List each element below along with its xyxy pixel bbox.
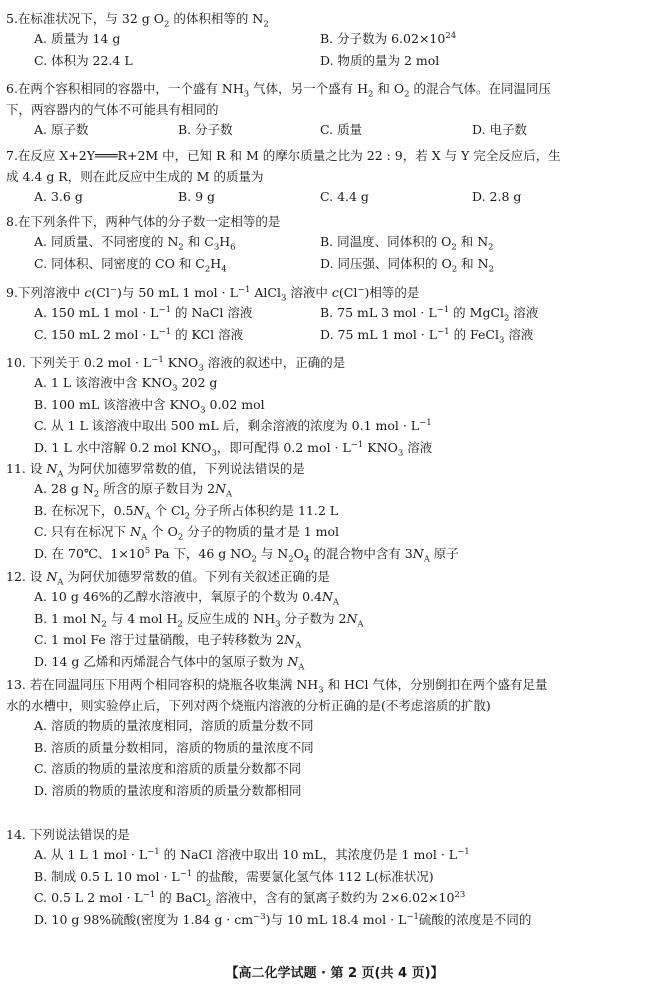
option-C: C. 1 mol Fe 溶于过量硝酸，电子转移数为 $2N_A$	[34, 632, 302, 651]
option-C: C. 4.4 g	[320, 189, 369, 204]
option-B: B. 制成 0.5 L 10 mol · $L^{-1}$ 的盐酸，需要氯化氢气体 112 L(标准状况)	[34, 868, 434, 884]
question-stem-line: 14. 下列说法错误的是	[6, 827, 130, 842]
option-A: A. 同质量、不同密度的 $N_2$ 和 $C_3H_6$	[34, 234, 236, 253]
option-C: C. 从 1 L 该溶液中取出 500 mL 后，剩余溶液的浓度为 0.1 mol · $L^{-1}$	[34, 417, 432, 433]
option-A: A. 3.6 g	[34, 189, 83, 204]
option-A: A. 10 g 46%的乙醇水溶液中，氧原子的个数为 $0.4N_A$	[34, 589, 340, 608]
option-C: C. 质量	[320, 122, 363, 137]
question-stem-line: 成 4.4 g R，则在此反应中生成的 M 的质量为	[6, 169, 264, 184]
question-stem-line: 12. 设 $N_A$ 为阿伏加德罗常数的值。下列有关叙述正确的是	[6, 569, 330, 588]
option-C: C. 150 mL 2 mol · $L^{-1}$ 的 KCl 溶液	[34, 326, 244, 342]
option-B: B. 同温度、同体积的 $O_2$ 和 $N_2$	[320, 234, 494, 253]
option-D: D. 溶质的物质的量浓度和溶质的质量分数都相同	[34, 782, 302, 798]
option-A: A. 溶质的物质的量浓度相同，溶质的质量分数不同	[34, 718, 314, 733]
question-stem-line: 6.在两个容积相同的容器中，一个盛有 $NH_3$ 气体，另一个盛有 $H_2$ 和 $O_2$ 的混合气体。在同温同压	[6, 81, 552, 100]
option-A: A. 150 mL 1 mol · $L^{-1}$ 的 NaCl 溶液	[34, 304, 253, 320]
option-A: A. 质量为 14 g	[34, 31, 121, 46]
option-A: A. 28 g $N_2$ 所含的原子数目为 $2N_A$	[34, 481, 233, 500]
question-stem-line: 7.在反应 X+2Y═══R+2M 中，已知 R 和 M 的摩尔质量之比为 22 : 9，若 X 与 Y 完全反应后，生	[6, 148, 561, 163]
option-D: D. 在 70℃、$1\times 10^5$ Pa 下，46 g $NO_2$ 与 $N_2O_4$ 的混合物中含有 $3N_A$ 原子	[34, 545, 459, 564]
question-stem-line: 11. 设 $N_A$ 为阿伏加德罗常数的值，下列说法错误的是	[6, 461, 305, 480]
option-B: B. 在标况下，$0.5N_A$ 个 $Cl_2$ 分子所占体积约是 11.2 L	[34, 502, 339, 521]
option-A: A. 从 1 L 1 mol · $L^{-1}$ 的 NaCl 溶液中取出 10 mL，其浓度仍是 1 mol · $L^{-1}$	[34, 846, 470, 862]
question-stem-line: 下，两容器内的气体不可能具有相同的	[6, 102, 219, 117]
option-C: C. 体积为 22.4 L	[34, 52, 133, 68]
question-stem-line: 13. 若在同温同压下用两个相同容积的烧瓶各收集满 $NH_3$ 和 HCl 气体，分别倒扣在两个盛有足量	[6, 677, 548, 696]
option-D: D. 14 g 乙烯和丙烯混合气体中的氢原子数为 $N_A$	[34, 653, 305, 672]
option-B: B. 分子数	[178, 122, 233, 137]
option-B: B. 分子数为 $6.02\times 10^{24}$	[320, 30, 457, 46]
option-D: D. 同压强、同体积的 $O_2$ 和 $N_2$	[320, 255, 494, 274]
question-stem-line: 10. 下列关于 0.2 mol · $L^{-1}$ $KNO_3$ 溶液的叙述中，正确的是	[6, 354, 346, 374]
option-C: C. 溶质的物质的量浓度和溶质的质量分数都不同	[34, 761, 302, 776]
option-C: C. 只有在标况下 $N_A$ 个 $O_2$ 分子的物质的量才是 1 mol	[34, 524, 339, 543]
option-D: D. 物质的量为 2 mol	[320, 52, 440, 68]
option-C: C. 0.5 L 2 mol · $L^{-1}$ 的 BaCl$_2$ 溶液中，含有的氯离子数约为 $2\times 6.02\times 10^{23}$	[34, 889, 466, 909]
option-D: D. 1 L 水中溶解 0.2 mol $KNO_3$，即可配得 0.2 mol · $L^{-1}$ $KNO_3$ 溶液	[34, 439, 433, 458]
option-D: D. 75 mL 1 mol · $L^{-1}$ 的 FeCl$_3$ 溶液	[320, 326, 534, 345]
option-C: C. 同体积、同密度的 CO 和 $C_2H_4$	[34, 255, 227, 274]
option-B: B. 75 mL 3 mol · $L^{-1}$ 的 MgCl$_2$ 溶液	[320, 304, 539, 324]
question-stem-line: 5.在标准状况下，与 32 g $O_2$ 的体积相等的 $N_2$	[6, 11, 269, 30]
option-B: B. 溶质的质量分数相同，溶质的物质的量浓度不同	[34, 739, 314, 755]
option-D: D. 2.8 g	[472, 189, 522, 204]
option-D: D. 10 g 98%硫酸(密度为 1.84 $g \cdot cm^{-3}$)与 10 mL 18.4 mol · $L^{-1}$硫酸的浓度是不同的	[34, 911, 532, 927]
question-stem-line: 水的水槽中，则实验停止后，下列对两个烧瓶内溶液的分析正确的是(不考虑溶质的扩散)	[6, 698, 491, 713]
option-B: B. 100 mL 该溶液中含 $KNO_3$ 0.02 mol	[34, 396, 265, 415]
option-B: B. 1 mol $N_2$ 与 4 mol $H_2$ 反应生成的 $NH_3$ 分子数为 $2N_A$	[34, 610, 364, 629]
option-A: A. 原子数	[34, 122, 89, 137]
option-A: A. 1 L 该溶液中含 $KNO_3$ 202 g	[34, 375, 218, 394]
question-stem-line: 9.下列溶液中 c(Cl−)与 50 mL 1 mol · $L^{-1}$ AlCl$_3$ 溶液中 c(Cl−)相等的是	[6, 284, 420, 304]
option-B: B. 9 g	[178, 189, 216, 204]
option-D: D. 电子数	[472, 122, 528, 137]
page-footer: 【高二化学试题 · 第 2 页(共 4 页)】	[225, 966, 444, 981]
question-stem-line: 8.在下列条件下，两种气体的分子数一定相等的是	[6, 214, 281, 229]
